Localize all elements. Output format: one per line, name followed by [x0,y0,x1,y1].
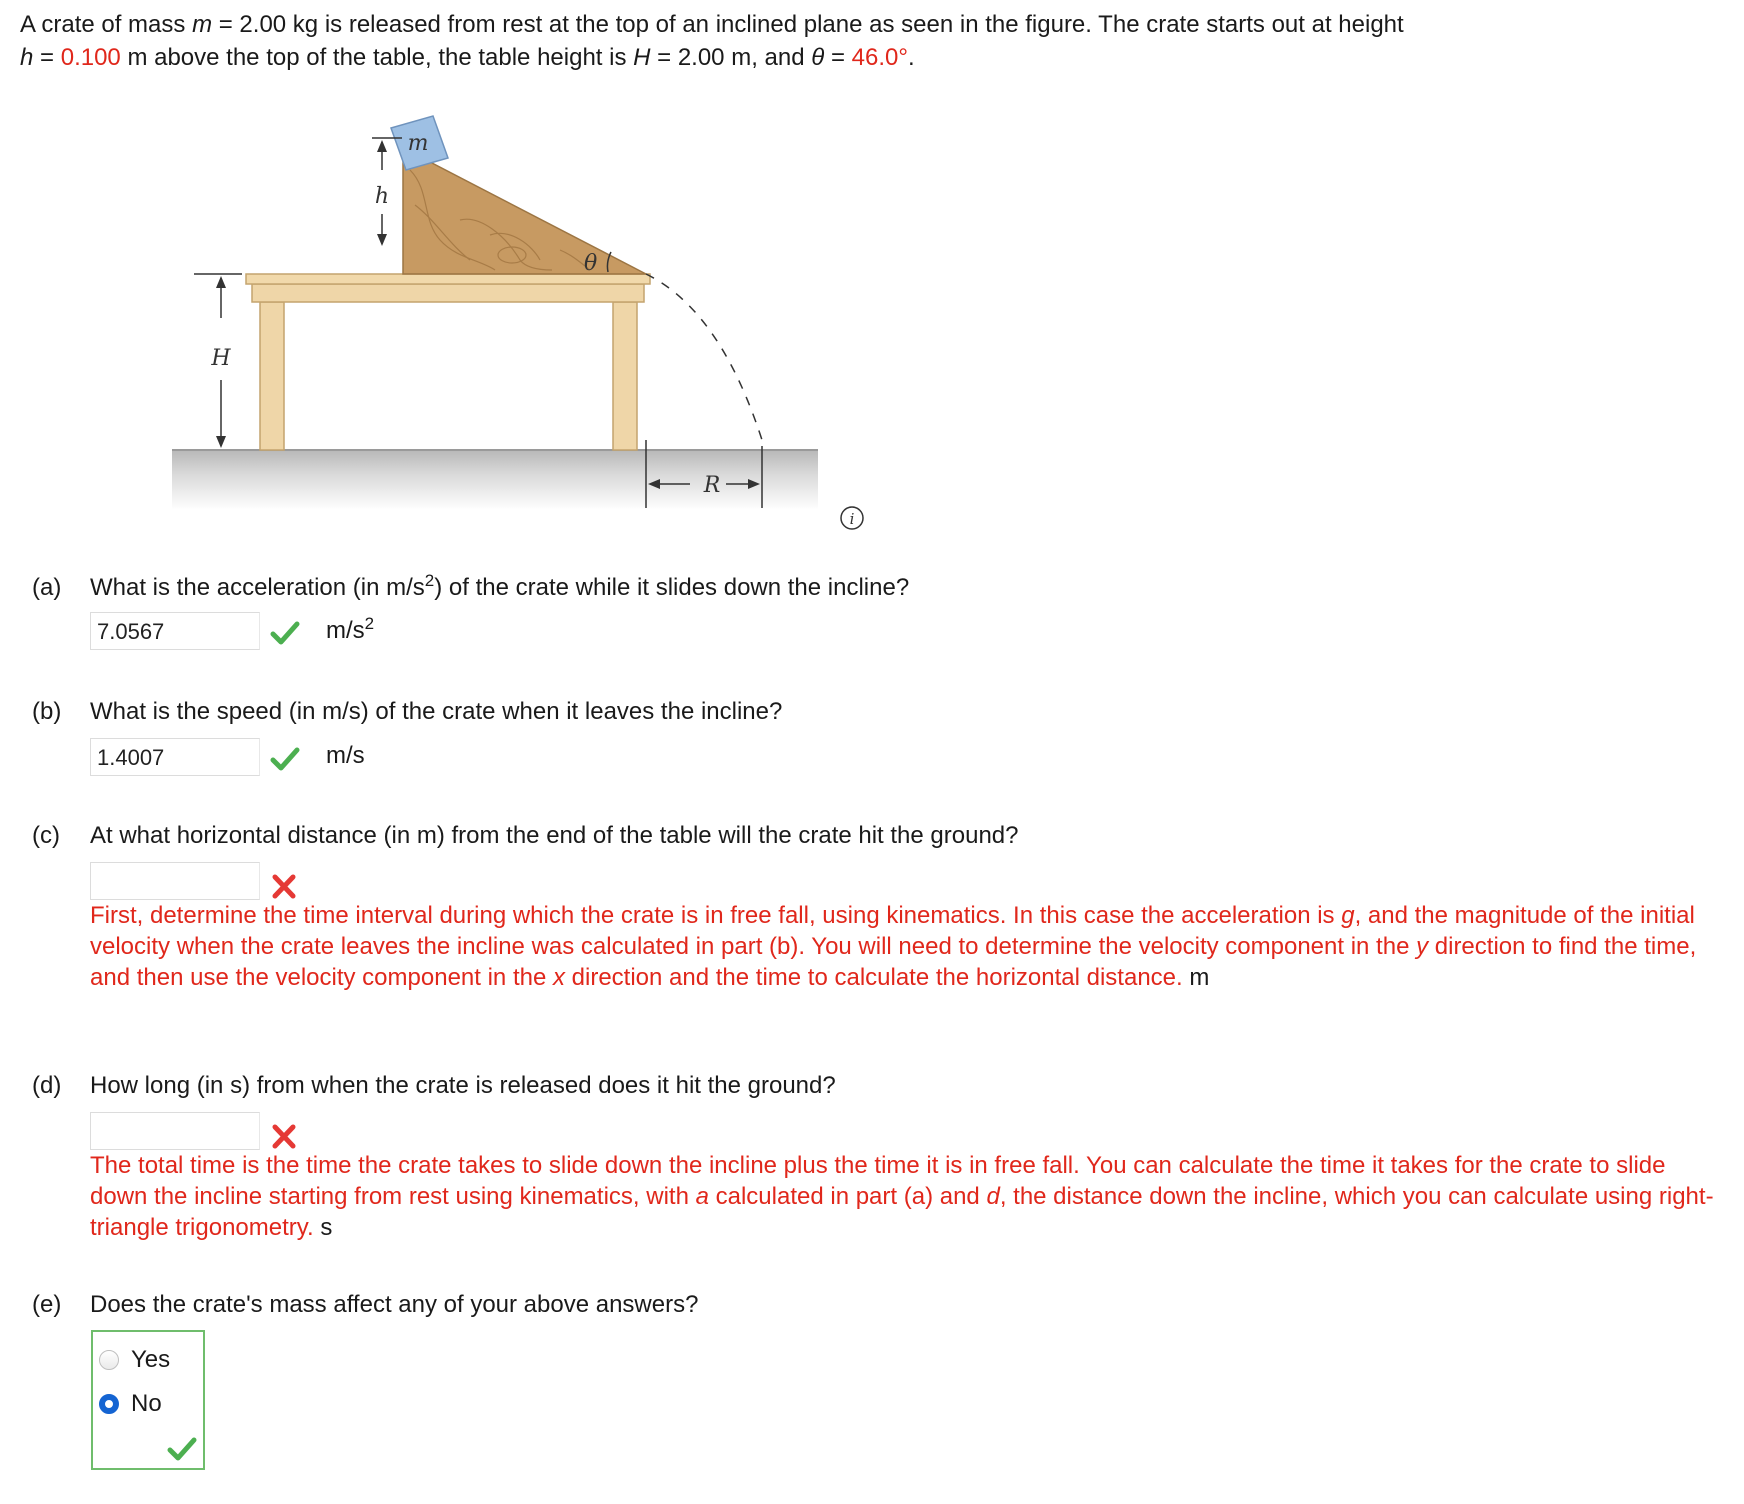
hint-d: The total time is the time the crate takes to slide down the incline plus the time it is in free fall. You can calculate the time it takes for the crate to slide down the incline starting from rest using kinematics, with a calculated in part (a) and d, the distance down the incline, which you can calculate using right-triangle trigonometry. s [90,1152,1714,1241]
check-icon [167,1436,197,1462]
table-leg-left [260,302,284,450]
trajectory [646,274,762,440]
H-symbol: H [633,44,651,71]
svg-text:i: i [849,510,855,528]
question-c: (c) At what horizontal distance (in m) from the end of the table will the crate hit the ground? [32,822,1019,849]
label-m: m [407,131,429,156]
mass-symbol: m [192,11,213,38]
label-R: R [703,473,721,498]
table-apron [252,284,644,302]
info-icon[interactable] [841,507,863,529]
h-value: 0.100 [60,44,121,71]
question-d: (d) How long (in s) from when the crate is released does it hit the ground? [32,1072,836,1099]
unit-d: s [320,1214,333,1241]
choice-box-e: Yes No [91,1330,205,1470]
check-icon [270,746,300,772]
unit-c: m [1189,964,1210,991]
floor [172,450,818,510]
theta-symbol: θ [811,44,825,71]
label-H: H [211,346,231,371]
question-a: (a) What is the acceleration (in $m/s^2$) of the crate while it slides down the incline? [32,571,910,601]
answer-input-b[interactable]: 1.4007 [90,738,260,776]
question-b: (b) What is the speed (in m/s) of the crate when it leaves the incline? [32,698,783,725]
theta-value: 46.0° [851,44,908,71]
cross-icon [270,1124,300,1150]
question-e: (e) Does the crate's mass affect any of your above answers? [32,1291,699,1318]
check-icon [270,620,300,646]
table-leg-right [613,302,637,450]
answer-input-d[interactable] [90,1112,260,1150]
hint-c: First, determine the time interval during which the crate is in free fall, using kinematics. In this case the acceleration is g, and the magnitude of the initial velocity when the crate leaves the incline was calculated in part (b). You will need to determine the velocity component in the y direction to find the time, and then use the velocity component in the x direction and the time to calculate the horizontal distance. m [90,902,1697,991]
radio-yes[interactable] [99,1350,119,1370]
incline-figure [160,110,880,540]
cross-icon [270,874,300,900]
label-theta: θ [584,251,598,276]
problem-statement: A crate of mass m = 2.00 kg is released from rest at the top of an inclined plane as seen in the figure. The crate starts out at height h = 0.100 m above the top of the table, the table height is H = 2.00 m, and θ = 46.0°. [20,11,1404,71]
unit-b: m/s [326,742,365,769]
label-h: h [374,184,390,209]
answer-input-c[interactable] [90,862,260,900]
radio-no-selected[interactable] [99,1394,119,1414]
h-symbol: h [20,44,34,71]
unit-a: $m/s^2$ [326,614,375,644]
incline-figure-svg [160,110,880,540]
answer-input-a[interactable]: 7.0567 [90,612,260,650]
